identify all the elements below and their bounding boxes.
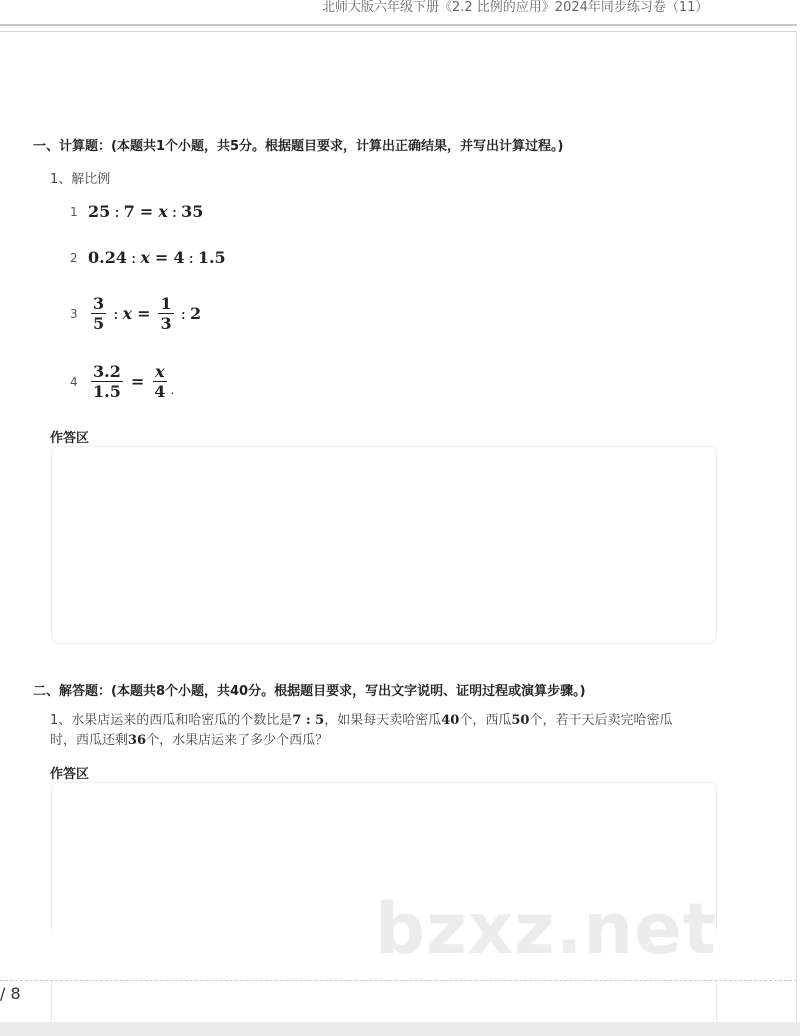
term: 4 [173, 248, 185, 267]
item-number: 3 [70, 306, 78, 321]
section2-question [50, 711, 730, 751]
viewer-bottom-bar [0, 1022, 800, 1036]
header-title: 北师大版六年级下册《2.2 比例的应用》2024年同步练习卷（11） [322, 0, 709, 15]
numerator: 3 [93, 294, 105, 313]
denominator: 5 [93, 314, 105, 333]
watermark: bzxz.net [375, 888, 718, 970]
math-expression [88, 248, 226, 267]
equation-1 [70, 202, 203, 221]
colon: : [171, 202, 178, 221]
colon: : [180, 304, 187, 323]
number-value: 40 [441, 713, 460, 728]
question-text: 个，水果店运来了多少个西瓜？ [146, 733, 329, 748]
fraction [91, 362, 123, 401]
colon: : [130, 248, 137, 267]
answer-label-1: 作答区 [50, 431, 90, 446]
math-expression [88, 362, 174, 401]
period: . [170, 383, 175, 397]
answer-label-2: 作答区 [50, 767, 90, 782]
numerator: x [155, 362, 165, 381]
equation-3 [70, 294, 201, 333]
header-divider [0, 24, 797, 26]
term: 0.24 [88, 248, 127, 267]
question-text: ，如果每天卖哈密瓜 [324, 713, 442, 728]
question-text: 个，西瓜 [459, 713, 512, 728]
equals: = [137, 304, 151, 323]
denominator: 3 [160, 314, 172, 333]
term: 7 [123, 202, 135, 221]
page-right-border [796, 32, 797, 1022]
item-number: 2 [70, 250, 78, 265]
term: 35 [181, 202, 204, 221]
number-value: 36 [128, 733, 147, 748]
denominator: 4 [154, 382, 166, 401]
page-number: / 8 [0, 984, 21, 1003]
number-value: 50 [511, 713, 530, 728]
variable: x [122, 304, 133, 323]
item-number: 4 [70, 374, 78, 389]
ratio-value: 7 : 5 [292, 713, 325, 728]
page-break-line [0, 980, 797, 981]
math-expression [88, 294, 201, 333]
numerator: 1 [160, 294, 172, 313]
fraction [158, 294, 173, 333]
equation-4 [70, 362, 174, 401]
item-number: 1 [70, 204, 78, 219]
term: 1.5 [197, 248, 226, 267]
question-text: 时，西瓜还剩 [50, 733, 129, 748]
equation-2 [70, 248, 226, 267]
variable: x [140, 248, 150, 267]
equals: = [139, 202, 154, 221]
equals: = [130, 372, 145, 391]
page-top-border [0, 31, 797, 32]
math-expression [88, 202, 203, 221]
answer-area-1[interactable] [51, 446, 717, 644]
question-text: 个，若干天后卖完哈密瓜 [529, 713, 673, 728]
fraction [91, 294, 106, 333]
question-text: 1、水果店运来的西瓜和哈密瓜的个数比是 [50, 713, 293, 728]
section2-title: 二、解答题：(本题共8个小题，共40分。根据题目要求，写出文字说明、证明过程或演算步骤。) [33, 684, 586, 699]
term: 2 [190, 304, 202, 323]
fraction [152, 362, 167, 401]
colon: : [114, 202, 120, 221]
section1-question: 1、解比例 [50, 172, 111, 187]
equals: = [154, 248, 169, 267]
denominator: 1.5 [93, 382, 121, 401]
numerator: 3.2 [93, 362, 121, 381]
term: 25 [88, 202, 111, 221]
section1-title: 一、计算题：(本题共1个小题，共5分。根据题目要求，计算出正确结果，并写出计算过程。) [33, 139, 564, 154]
variable: x [158, 202, 168, 221]
colon: : [113, 304, 119, 323]
colon: : [188, 248, 194, 267]
